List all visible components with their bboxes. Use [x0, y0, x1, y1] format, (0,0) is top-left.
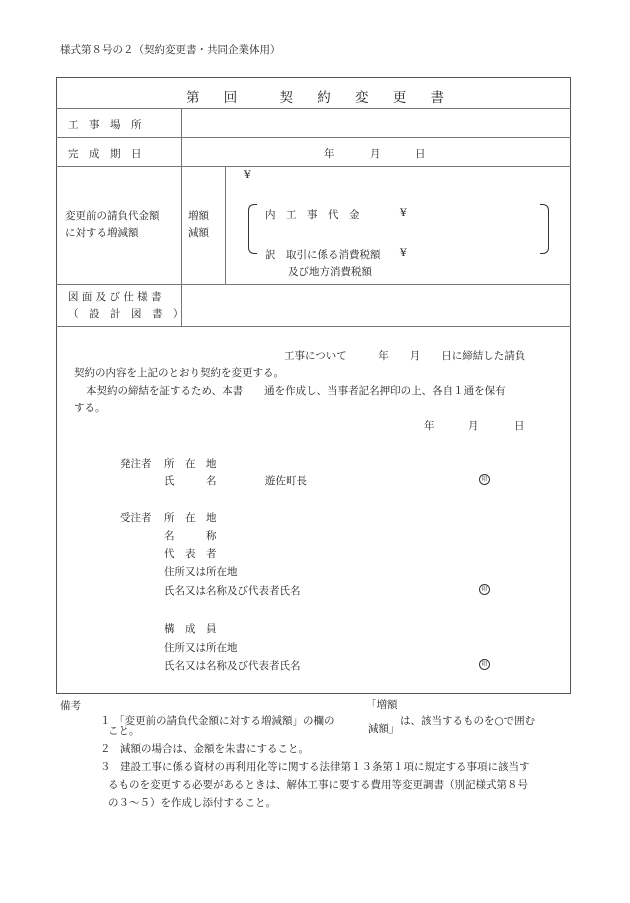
- note1-text-b: は、該当するものを○で囲む: [400, 715, 536, 727]
- title-char: 変: [355, 90, 369, 106]
- body-paragraph2-line1: 本契約の締結を証するため、本書 通を作成し、当事者記名押印の上、各自１通を保有: [86, 385, 506, 397]
- note2-text: 減額の場合は、金額を朱書にすること。: [120, 743, 309, 755]
- note3-line1: 建設工事に係る資材の再利用化等に関する法律第１３条第１項に規定する事項に該当す: [120, 761, 530, 773]
- contractor-rep-label: 代 表 者: [164, 548, 217, 560]
- seal-icon: 印: [479, 659, 490, 670]
- drawings-label-line1: 図 面 及 び 仕 様 書: [68, 291, 162, 303]
- note1-number: １: [100, 715, 111, 727]
- note3-line2: るものを変更する必要があるときは、解体工事に要する費用等変更調書（別記様式第８号: [108, 779, 528, 791]
- divider: [225, 166, 226, 284]
- tax-label-sub: 及び地方消費税額: [288, 266, 372, 278]
- contractor-member-address-label: 住所又は所在地: [164, 566, 238, 578]
- divider: [56, 326, 571, 327]
- divider: [56, 166, 571, 167]
- title-char: 更: [392, 90, 407, 106]
- form-id: 様式第８号の２（契約変更書・共同企業体用）: [60, 44, 281, 56]
- increase-option[interactable]: 増額: [188, 210, 209, 222]
- contractor-member-name-label: 氏名又は名称及び代表者氏名: [164, 585, 301, 597]
- contractor-address-label: 所 在 地: [164, 512, 217, 524]
- member-label: 構 成 員: [164, 623, 217, 635]
- left-brace: [248, 204, 257, 254]
- construction-cost-label: 内 工 事 代 金: [265, 209, 360, 221]
- notes-heading: 備考: [60, 700, 81, 712]
- note3-number: ３: [100, 761, 111, 773]
- site-field[interactable]: [184, 110, 569, 136]
- note1-text-a: 「変更前の請負代金額に対する増減額」の欄の: [114, 715, 335, 727]
- sign-day: 日: [514, 420, 525, 432]
- orderer-name-label: 氏 名: [164, 475, 217, 487]
- note1-bracket-bottom: 減額」: [368, 723, 400, 735]
- orderer-role: 発注者: [120, 458, 152, 470]
- sign-month: 月: [468, 420, 479, 432]
- body-paragraph1-head: 工事について 年 月 日に締結した請負: [284, 350, 526, 362]
- change-label-line1: 変更前の請負代金額: [65, 210, 160, 222]
- orderer-name-value: 遊佐町長: [265, 475, 307, 487]
- member-name-label: 氏名又は名称及び代表者氏名: [164, 660, 301, 672]
- completion-year: 年: [324, 148, 335, 160]
- contractor-role: 受注者: [120, 512, 152, 524]
- body-paragraph2-line2: する。: [74, 402, 106, 414]
- note2-number: ２: [100, 743, 111, 755]
- title-char: 契: [279, 90, 293, 106]
- site-label: 工 事 場 所: [68, 119, 142, 131]
- divider: [56, 284, 571, 285]
- note3-line3: の３～５）を作成し添付すること。: [108, 797, 276, 809]
- tax-yen: ¥: [400, 247, 407, 259]
- change-label-line2: に対する増減額: [65, 227, 139, 239]
- divider: [181, 108, 182, 326]
- member-address-label: 住所又は所在地: [164, 642, 238, 654]
- divider: [56, 108, 571, 109]
- note1-text-c: こと。: [108, 725, 140, 737]
- title-char: 回: [223, 90, 238, 106]
- divider: [56, 137, 571, 138]
- completion-month: 月: [370, 148, 381, 160]
- sign-year: 年: [424, 420, 435, 432]
- seal-icon: 印: [479, 584, 490, 595]
- construction-cost-yen: ¥: [400, 207, 407, 219]
- total-yen-mark: ¥: [244, 169, 251, 181]
- seal-icon: 印: [479, 474, 490, 485]
- completion-day: 日: [415, 148, 426, 160]
- completion-label: 完 成 期 日: [68, 148, 142, 160]
- right-brace: [540, 204, 549, 254]
- orderer-address-label: 所 在 地: [164, 458, 217, 470]
- drawings-label-line2: （ 設 計 図 書 ）: [68, 308, 184, 320]
- tax-label: 訳 取引に係る消費税額: [265, 249, 381, 261]
- title-char: 第: [186, 90, 200, 106]
- page-title: [186, 86, 444, 106]
- body-paragraph1-tail: 契約の内容を上記のとおり契約を変更する。: [74, 367, 284, 379]
- title-char: 約: [317, 90, 331, 106]
- title-char: 書: [430, 90, 444, 106]
- decrease-option[interactable]: 減額: [188, 227, 209, 239]
- note1-bracket-top: 「増額: [366, 699, 398, 711]
- contractor-name-label: 名 称: [164, 530, 217, 542]
